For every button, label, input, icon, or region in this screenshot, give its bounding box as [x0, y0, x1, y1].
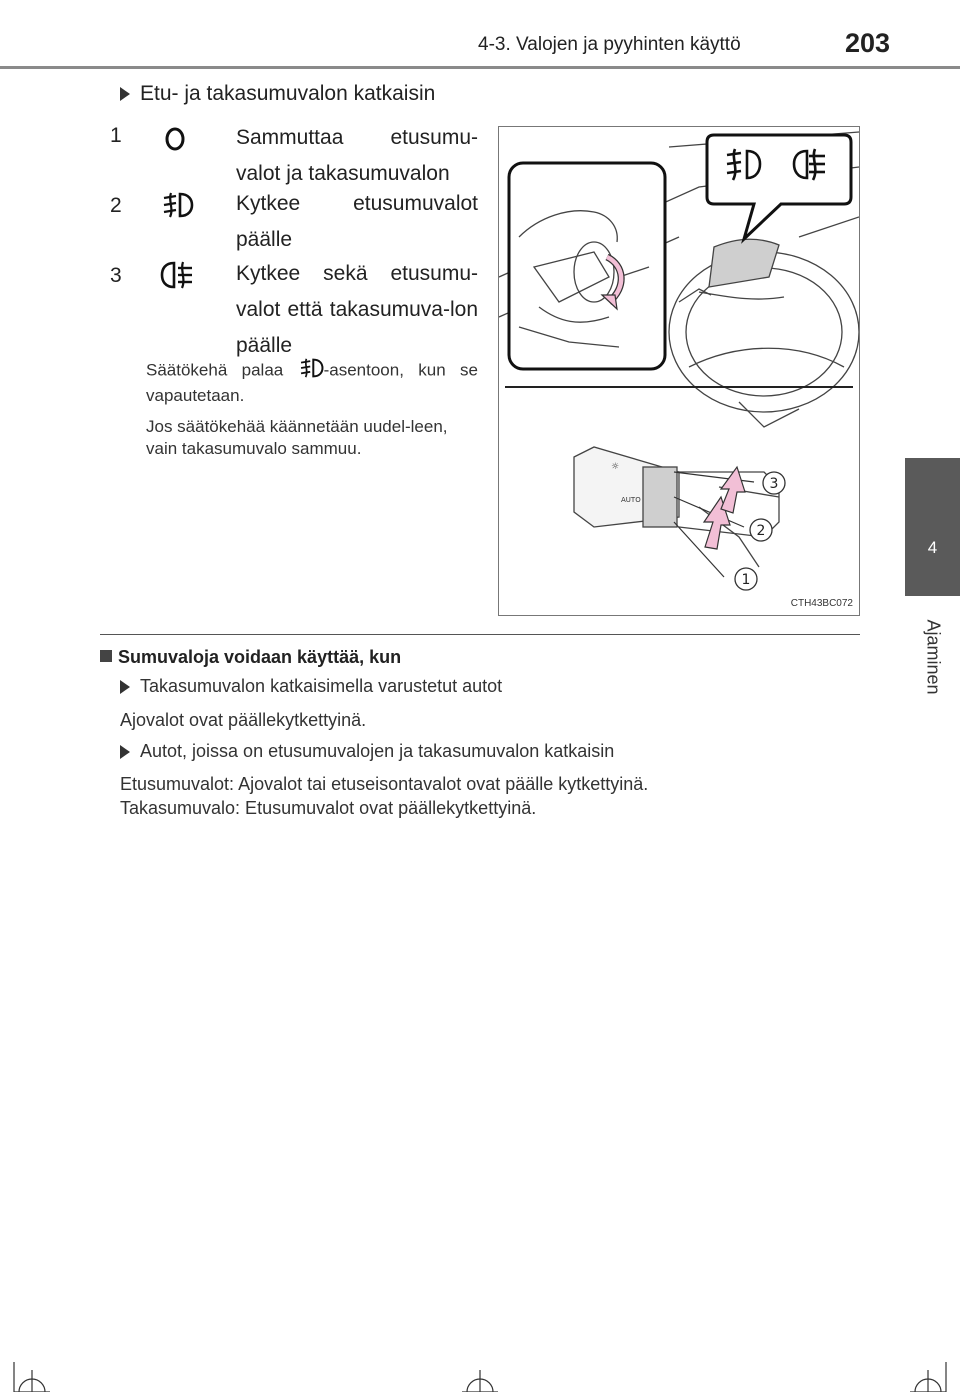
usage-sub-1	[120, 676, 502, 697]
chapter-number: 4	[927, 538, 938, 557]
usage-sub-2	[120, 741, 614, 762]
fog-light-off-icon	[164, 126, 186, 157]
chapter-label: Ajaminen	[923, 619, 943, 695]
callout-1: 1	[741, 572, 751, 588]
svg-text:AUTO: AUTO	[621, 496, 641, 504]
chapter-tab	[905, 458, 960, 596]
triangle-bullet-icon	[120, 680, 130, 694]
item-text-2: Kytkee etusumuvalot päälle	[236, 192, 478, 251]
usage-body-2b: Takasumuvalo: Etusumuvalot ovat päällekytkettyinä.	[120, 798, 537, 818]
section-divider	[100, 634, 860, 635]
figure-code: CTH43BC072	[790, 598, 853, 609]
switch-illustration	[499, 127, 859, 615]
turn-again-note: Jos säätökehää käännetään uudel-leen, vain takasumuvalo sammuu.	[146, 417, 448, 458]
release-note-before: Säätökehä palaa	[146, 360, 284, 380]
square-bullet-icon	[100, 650, 112, 662]
usage-sub-1-text: Takasumuvalon katkaisimella varustetut autot	[140, 676, 503, 696]
front-fog-light-icon	[160, 191, 194, 224]
callout-3: 3	[769, 476, 779, 492]
fog-light-switch-figure	[498, 126, 860, 616]
item-number-3: 3	[110, 264, 122, 287]
item-number-1: 1	[110, 124, 122, 147]
release-note-after: -asentoon, kun se vapautetaan.	[146, 360, 478, 405]
triangle-bullet-icon	[120, 87, 130, 101]
triangle-bullet-icon	[120, 745, 130, 759]
item-number-2: 2	[110, 194, 122, 217]
usage-body-1: Ajovalot ovat päällekytkettyinä.	[120, 710, 367, 730]
registration-marks	[0, 1356, 960, 1392]
callout-2: 2	[756, 523, 766, 539]
item-text-3: Kytkee sekä etusumu-valot että takasumuva-lon päälle	[236, 262, 478, 357]
header-section-title: 4-3. Valojen ja pyyhinten käyttö	[478, 34, 741, 55]
header-divider	[0, 66, 960, 69]
rear-fog-light-icon	[160, 260, 194, 295]
item-text-1: Sammuttaa etusumu-valot ja takasumuvalon	[236, 126, 478, 185]
chapter-label-box	[905, 602, 960, 712]
switch-heading	[120, 82, 435, 106]
usage-section-title	[100, 647, 401, 668]
page-number: 203	[845, 28, 891, 58]
usage-section-title-text: Sumuvaloja voidaan käyttää, kun	[118, 647, 402, 667]
usage-body-2a: Etusumuvalot: Ajovalot tai etuseisontavalot ovat päälle kytkettyinä.	[120, 774, 649, 794]
release-note	[146, 357, 478, 407]
svg-text:☼: ☼	[611, 462, 620, 472]
switch-heading-text: Etu- ja takasumuvalon katkaisin	[140, 82, 436, 105]
front-fog-light-icon	[298, 357, 324, 385]
usage-sub-2-text: Autot, joissa on etusumuvalojen ja takasumuvalon katkaisin	[140, 741, 615, 761]
